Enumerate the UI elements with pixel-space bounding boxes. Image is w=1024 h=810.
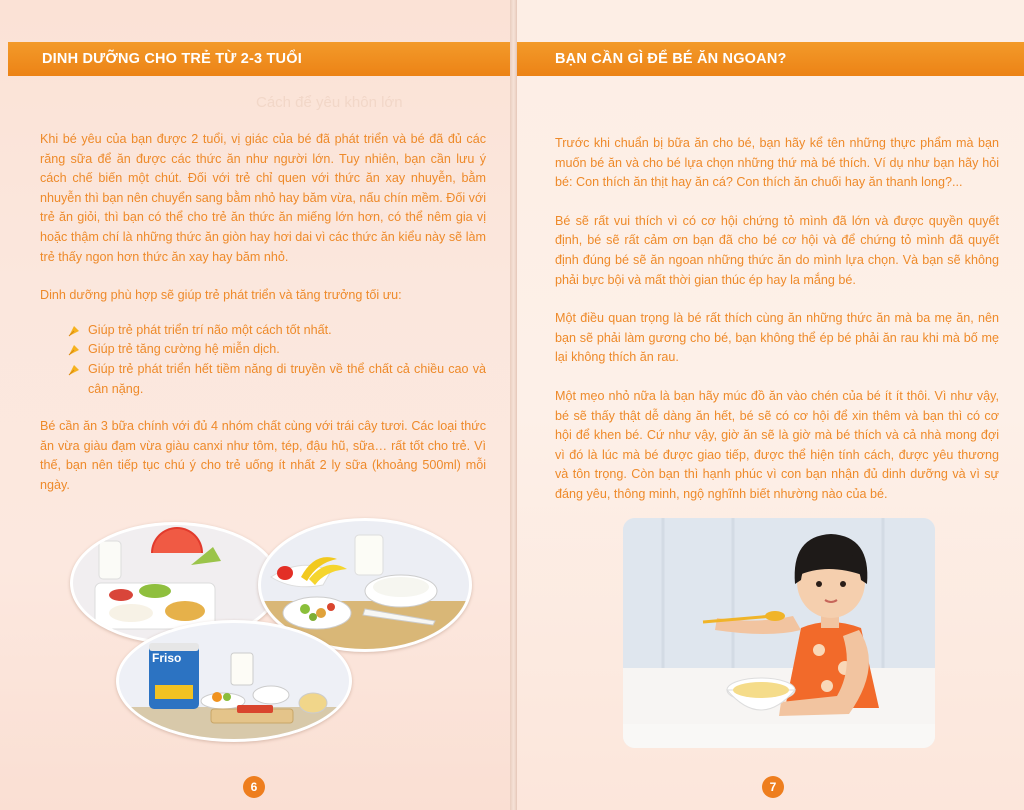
leaf-bullet-icon [68,364,80,376]
leaf-bullet-icon [68,325,80,337]
leaf-bullet-icon [68,344,80,356]
right-paragraph-3: Một điều quan trọng là bé rất thích cùng ăn những thức ăn mà ba mẹ ăn, nên bạn sẽ phải làm gương cho bé, bạn không thể ép bé phải ăn rau khi mà bố mẹ lại không thích ăn rau. [555,311,999,365]
child-eating-photo [623,518,935,748]
food-photo-collage [70,512,472,744]
right-page [516,0,1024,810]
ghost-background-text: Cách để yêu khôn lớn [256,94,403,111]
left-header-bar [8,42,512,76]
right-body-text [555,134,999,524]
left-paragraph-3: Bé cần ăn 3 bữa chính với đủ 4 nhóm chất cùng với trái cây tươi. Các loại thức ăn vừa giàu đạm vừa giàu canxi như tôm, tép, đậu hũ, sữa… rất tốt cho trẻ. Vì thế, bạn nên tiếp tục chú ý cho trẻ uống ít nhất 2 ly sữa (khoảng 500ml) mỗi ngày. [40,419,486,492]
benefit-list [68,321,486,399]
page-number-left: 6 [243,776,265,798]
list-item [68,340,486,360]
left-body-text [40,130,486,515]
left-paragraph-1: Khi bé yêu của bạn được 2 tuổi, vị giác của bé đã phát triển và bé đã đủ các răng sữa để ăn được các thức ăn như người lớn. Tuy nhiên, bạn cần lưu ý cách chế biến một chút. Đối với trẻ chỉ quen với thức ăn xay nhuyễn, bằm nhuyễn thì bạn nên chuyển sang bằm nhỏ hay băm vừa, nấu chín mềm. Đối với trẻ ăn giỏi, thì bạn có thể cho trẻ ăn thức ăn miếng lớn hơn, có thể nêm gia vị hoặc thậm chí là những thức ăn giòn hay hơi dai vì các thức ăn kiểu này sẽ làm trẻ thấy ngon hơn thức ăn xay hay băm nhỏ. [40,132,486,264]
list-item [68,360,486,399]
right-paragraph-1: Trước khi chuẩn bị bữa ăn cho bé, bạn hãy kể tên những thực phẩm mà bạn muốn bé ăn và cho bé lựa chọn những thứ mà bé thích. Ví dụ như bạn hãy hỏi bé: Con thích ăn thịt hay ăn cá? Con thích ăn chuối hay ăn thanh long?... [555,136,999,190]
friso-label: Friso [152,651,182,665]
list-item [68,321,486,341]
bullet-text: Giúp trẻ phát triển hết tiềm năng di truyền về thể chất cả chiều cao và cân nặng. [88,361,486,396]
left-paragraph-2: Dinh dưỡng phù hợp sẽ giúp trẻ phát triển và tăng trưởng tối ưu: [40,288,402,303]
bullet-text: Giúp trẻ phát triển trí não một cách tốt nhất. [88,322,332,337]
page-number-right: 7 [762,776,784,798]
right-page-title: BẠN CẦN GÌ ĐỂ BÉ ĂN NGOAN? [555,51,787,67]
milk-product-photo [116,620,352,742]
left-page-title: DINH DƯỠNG CHO TRẺ TỪ 2-3 TUỔI [42,51,302,67]
right-paragraph-2: Bé sẽ rất vui thích vì có cơ hội chứng tỏ mình đã lớn và được quyền quyết định, bé sẽ rất cảm ơn bạn đã cho bé cơ hội và để chứng tỏ mình đã quyết định đúng bé sẽ ăn ngoan những thức ăn do mình lựa chọn. Và bạn sẽ không phải bực bội và mất thời gian thúc ép hay la mắng bé. [555,213,999,287]
bullet-text: Giúp trẻ tăng cường hệ miễn dịch. [88,342,280,357]
right-paragraph-4: Một mẹo nhỏ nữa là bạn hãy múc đồ ăn vào chén của bé ít ít thôi. Vì như vậy, bé sẽ thấy thật dễ dàng ăn hết, bé sẽ có cơ hội để xin thêm và bạn thì có cơ hội để khen bé. Cứ như vậy, giờ ăn sẽ là giờ mà bé thích và cả nhà mong đợi vì đó là lúc mà bé được giao tiếp, được thể hiện tính cách, được yêu thương và tôn trọng. Còn bạn thì hạnh phúc vì con bạn nhận đủ dinh dưỡng và vì sự đáng yêu, thông minh, ngộ nghĩnh biết nhường nào của bé. [555,388,999,501]
right-header-bar [517,42,1024,76]
